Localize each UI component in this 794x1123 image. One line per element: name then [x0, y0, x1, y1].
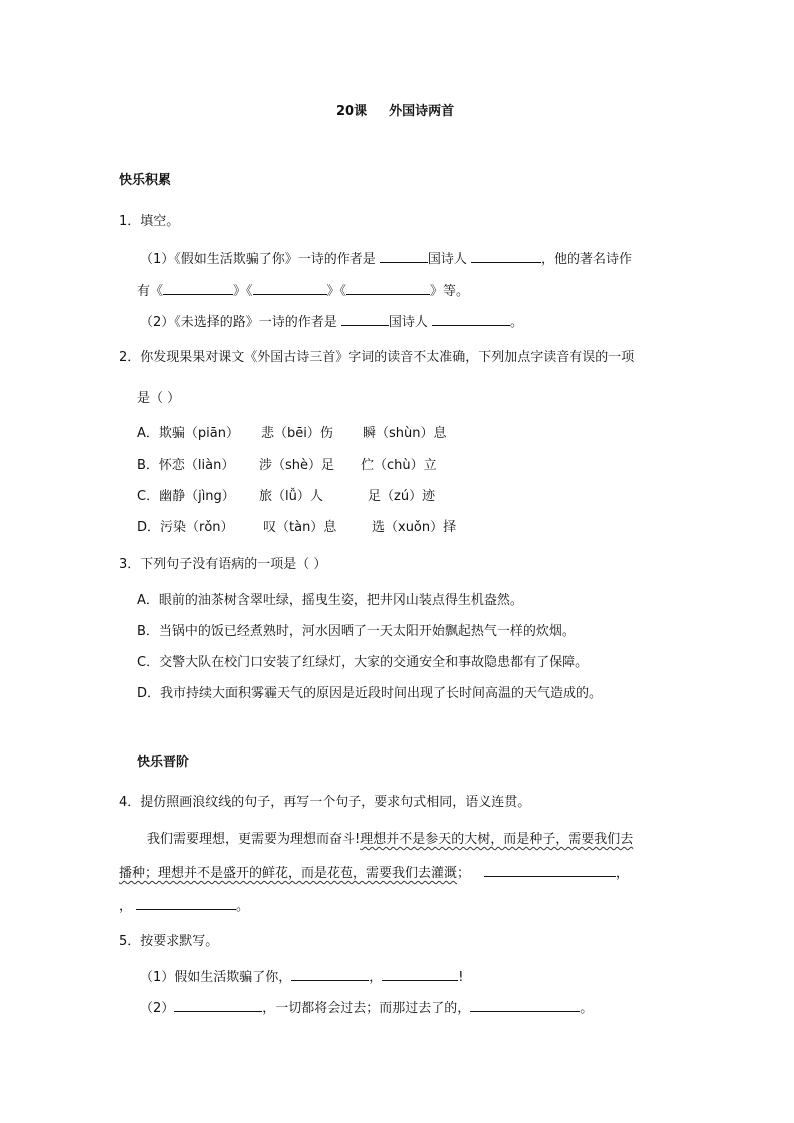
q3-option-a[interactable]: A．眼前的油茶树含翠吐绿，摇曳生姿，把井冈山装点得生机盎然。: [137, 593, 523, 608]
answer-blank[interactable]: [163, 281, 233, 295]
wavy-underlined-text: 播种；理想并不是盛开的鲜花，而是花苞，需要我们去灌溉: [119, 866, 458, 881]
question-4-answer-line: ， 。: [119, 896, 249, 916]
answer-blank[interactable]: [174, 998, 262, 1012]
answer-blank[interactable]: [380, 249, 428, 263]
section-heading-accumulation: 快乐积累: [119, 173, 172, 188]
q3-option-d[interactable]: D．我市持续大面积雾霾天气的原因是近段时间出现了长时间高温的天气造成的。: [137, 686, 603, 701]
question-1-line-1: （1）《假如生活欺骗了你》一诗的作者是 国诗人 ，他的著名诗作: [140, 249, 632, 269]
answer-blank[interactable]: [432, 312, 510, 326]
question-5-line-2: （2） ，一切都将会过去；而那过去了的， 。: [140, 998, 593, 1018]
q3-option-c[interactable]: C．交警大队在校门口安装了红绿灯，大家的交通安全和事故隐患都有了保障。: [137, 655, 589, 670]
answer-blank[interactable]: [484, 863, 616, 877]
question-4-passage-line-2: 播种；理想并不是盛开的鲜花，而是花苞，需要我们去灌溉； ，: [119, 863, 629, 883]
q3-option-b[interactable]: B．当锅中的饭已经煮熟时，河水因晒了一天太阳开始飘起热气一样的炊烟。: [137, 624, 575, 639]
wavy-underlined-text: 理想并不是参天的大树，而是种子，需要我们去: [360, 832, 634, 847]
q2-option-d[interactable]: D．污染（rǒn） 叹（tàn）息 选（xuǒn）择: [137, 520, 457, 535]
q2-option-a[interactable]: A．欺骗（piān） 悲（bēi）伤 瞬（shùn）息: [137, 426, 447, 441]
question-4-stem: 4．提仿照画浪纹线的句子，再写一个句子，要求句式相同，语义连贯。: [119, 795, 531, 810]
answer-blank[interactable]: [341, 312, 389, 326]
q2-option-b[interactable]: B．怀恋（liàn） 涉（shè）足 伫（chù）立: [137, 458, 437, 473]
question-2-stem-cont: 是（ ）: [137, 391, 181, 406]
question-5-line-1: （1）假如生活欺骗了你， ， !: [140, 967, 464, 987]
section-heading-advance: 快乐晋阶: [137, 755, 190, 770]
question-4-passage-line-1: 我们需要理想，更需要为理想而奋斗!理想并不是参天的大树，而是种子，需要我们去: [147, 832, 634, 847]
question-2-stem: 2．你发现果果对课文《外国古诗三首》字词的读音不太准确，下列加点字读音有误的一项: [119, 350, 635, 365]
answer-blank[interactable]: [253, 281, 327, 295]
question-1-stem: 1．填空。: [119, 214, 180, 229]
answer-blank[interactable]: [470, 998, 580, 1012]
answer-blank[interactable]: [471, 249, 541, 263]
q2-option-c[interactable]: C．幽静（jìng） 旅（lǚ）人 足（zú）迹: [137, 489, 436, 504]
answer-blank[interactable]: [346, 281, 430, 295]
page-title: [336, 103, 454, 121]
question-5-stem: 5．按要求默写。: [119, 934, 219, 949]
question-1-line-2: 有《 》《 》《 》等。: [137, 281, 469, 301]
lesson-number: 20课: [336, 104, 368, 119]
answer-blank[interactable]: [291, 967, 369, 981]
question-3-stem: 3．下列句子没有语病的一项是（ ）: [119, 557, 327, 572]
answer-blank[interactable]: [136, 896, 236, 910]
answer-blank[interactable]: [382, 967, 458, 981]
question-1-line-3: （2）《未选择的路》一诗的作者是 国诗人 。: [140, 312, 523, 332]
lesson-name: 外国诗两首: [389, 104, 455, 119]
